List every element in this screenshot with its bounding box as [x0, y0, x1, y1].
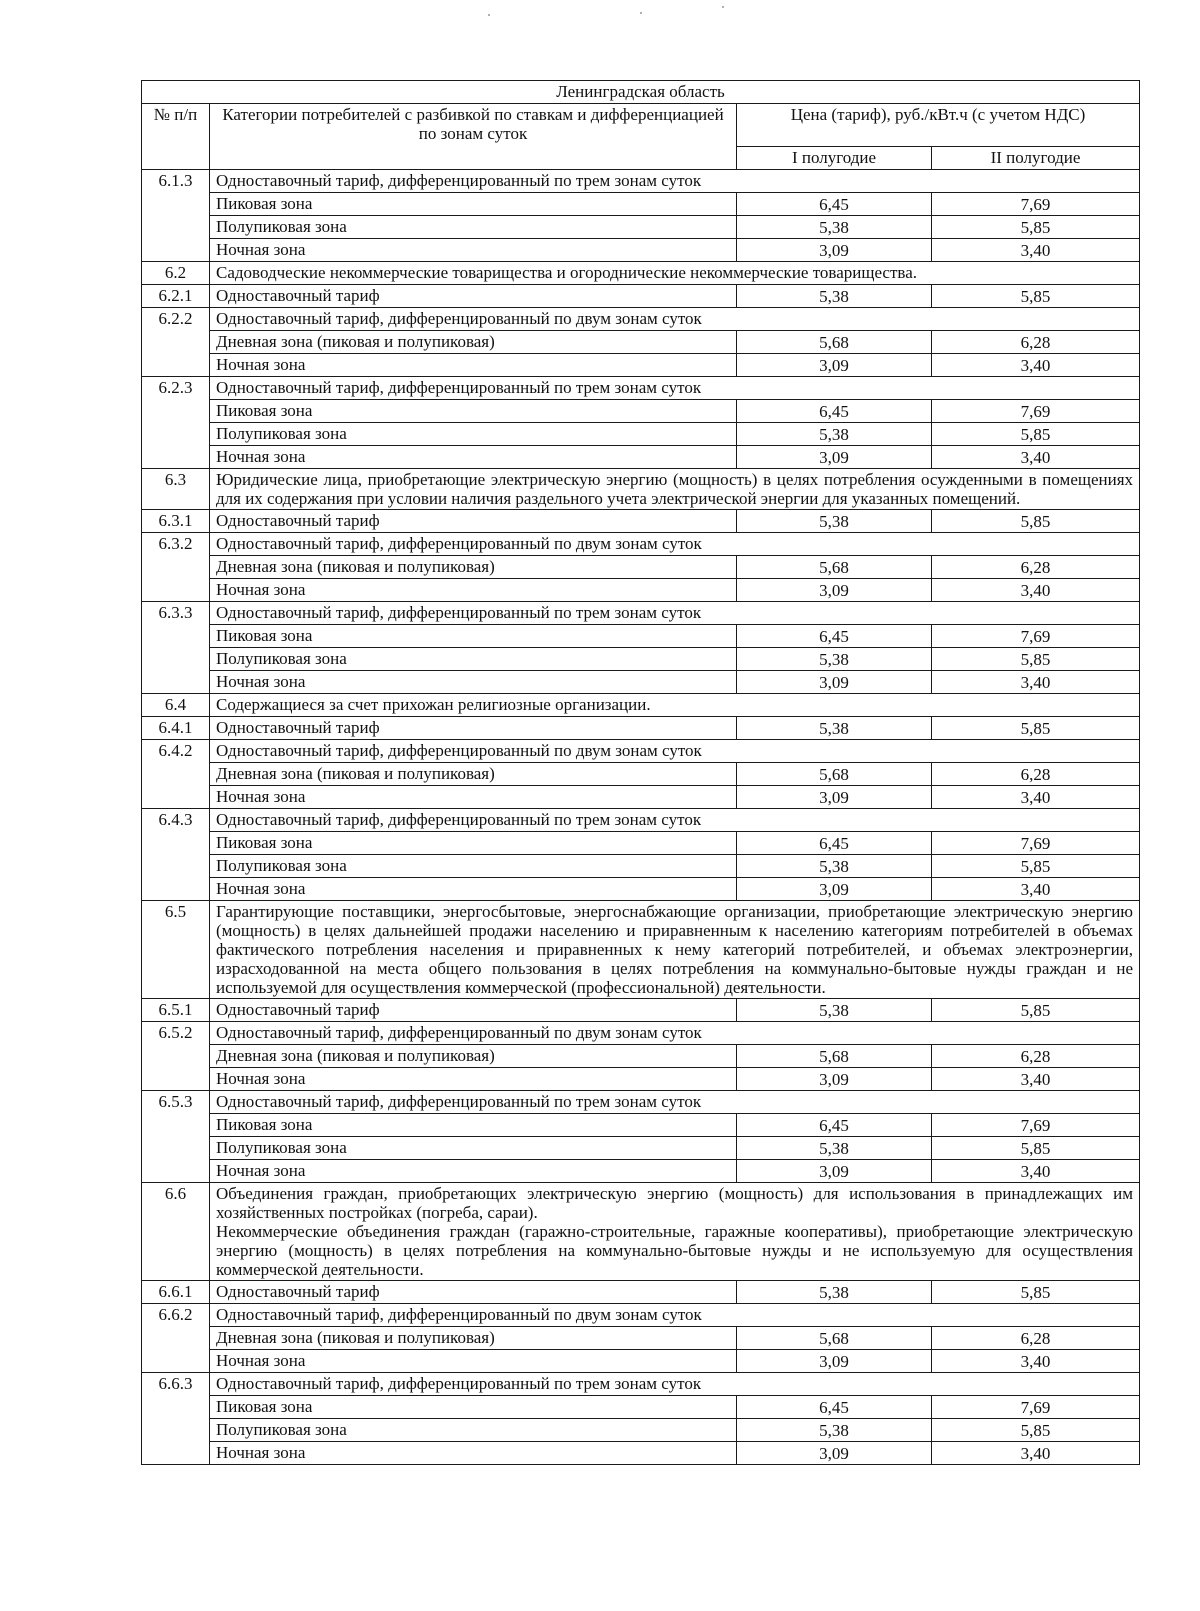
row-label: Дневная зона (пиковая и полупиковая) — [210, 331, 737, 354]
tariff-value-row — [142, 216, 1140, 239]
row-label: Ночная зона — [210, 1442, 737, 1465]
row-number — [142, 423, 210, 446]
price-half2: 7,69 — [932, 193, 1140, 216]
price-half1: 5,68 — [737, 763, 932, 786]
row-number: 6.6.1 — [142, 1281, 210, 1304]
row-label: Полупиковая зона — [210, 1419, 737, 1442]
row-number: 6.4 — [142, 694, 210, 717]
price-half1: 5,68 — [737, 1045, 932, 1068]
row-label: Пиковая зона — [210, 1114, 737, 1137]
tariff-type-label: Одноставочный тариф, дифференцированный по двум зонам суток — [210, 740, 1140, 763]
price-half2: 6,28 — [932, 331, 1140, 354]
tariff-section-row — [142, 1304, 1140, 1327]
price-half2: 7,69 — [932, 1396, 1140, 1419]
price-half1: 5,38 — [737, 216, 932, 239]
category-description — [210, 469, 1140, 510]
row-number — [142, 1160, 210, 1183]
row-number — [142, 239, 210, 262]
price-half2: 6,28 — [932, 1045, 1140, 1068]
row-number: 6.6 — [142, 1183, 210, 1281]
price-half1: 3,09 — [737, 671, 932, 694]
row-label: Пиковая зона — [210, 625, 737, 648]
price-half2: 3,40 — [932, 671, 1140, 694]
row-number: 6.3.2 — [142, 533, 210, 556]
row-number: 6.1.3 — [142, 170, 210, 193]
row-number: 6.6.3 — [142, 1373, 210, 1396]
tariff-type-label: Одноставочный тариф, дифференцированный по двум зонам суток — [210, 1304, 1140, 1327]
price-half1: 5,68 — [737, 1327, 932, 1350]
tariff-section-row — [142, 602, 1140, 625]
row-label: Ночная зона — [210, 1160, 737, 1183]
tariff-value-row — [142, 556, 1140, 579]
tariff-type-label: Одноставочный тариф, дифференцированный по трем зонам суток — [210, 170, 1140, 193]
tariff-type-label: Одноставочный тариф, дифференцированный по трем зонам суток — [210, 1373, 1140, 1396]
tariff-value-row — [142, 1396, 1140, 1419]
price-half1: 3,09 — [737, 354, 932, 377]
tariff-value-row — [142, 579, 1140, 602]
tariff-section-row — [142, 533, 1140, 556]
price-half1: 5,38 — [737, 423, 932, 446]
row-number — [142, 354, 210, 377]
price-half2: 3,40 — [932, 579, 1140, 602]
row-label: Дневная зона (пиковая и полупиковая) — [210, 556, 737, 579]
tariff-value-row — [142, 423, 1140, 446]
row-number: 6.4.1 — [142, 717, 210, 740]
price-half1: 5,68 — [737, 331, 932, 354]
row-label: Полупиковая зона — [210, 1137, 737, 1160]
row-label: Дневная зона (пиковая и полупиковая) — [210, 1045, 737, 1068]
row-number — [142, 671, 210, 694]
row-label: Ночная зона — [210, 671, 737, 694]
row-number — [142, 1327, 210, 1350]
price-half1: 5,38 — [737, 999, 932, 1022]
row-label: Пиковая зона — [210, 1396, 737, 1419]
col-header-price: Цена (тариф), руб./кВт.ч (с учетом НДС) — [737, 104, 1140, 147]
tariff-value-row — [142, 855, 1140, 878]
row-label: Ночная зона — [210, 446, 737, 469]
row-label: Ночная зона — [210, 878, 737, 901]
row-number — [142, 1068, 210, 1091]
scan-speck — [640, 12, 642, 14]
price-half1: 3,09 — [737, 1350, 932, 1373]
category-description — [210, 1183, 1140, 1281]
tariff-value-row — [142, 1068, 1140, 1091]
row-number — [142, 331, 210, 354]
tariff-value-row — [142, 763, 1140, 786]
row-number: 6.3.1 — [142, 510, 210, 533]
category-description-text: Юридические лица, приобретающие электрическую энергию (мощность) в целях потребления осужденными в помещениях для их содержания при условии наличия раздельного учета электрической энергии для указанных помещений. — [216, 470, 1134, 508]
tariff-value-row — [142, 1442, 1140, 1465]
row-number: 6.5.1 — [142, 999, 210, 1022]
price-half2: 7,69 — [932, 625, 1140, 648]
tariff-value-row — [142, 832, 1140, 855]
price-half2: 6,28 — [932, 1327, 1140, 1350]
region-header-row — [142, 81, 1140, 104]
tariff-value-row — [142, 285, 1140, 308]
price-half2: 7,69 — [932, 1114, 1140, 1137]
row-label: Пиковая зона — [210, 400, 737, 423]
tariff-section-row — [142, 1091, 1140, 1114]
price-half1: 6,45 — [737, 193, 932, 216]
price-half2: 7,69 — [932, 400, 1140, 423]
row-label: Ночная зона — [210, 1350, 737, 1373]
price-half1: 6,45 — [737, 625, 932, 648]
tariff-section-row — [142, 1183, 1140, 1281]
price-half2: 5,85 — [932, 510, 1140, 533]
row-number — [142, 556, 210, 579]
row-label: Ночная зона — [210, 239, 737, 262]
tariff-section-row — [142, 1022, 1140, 1045]
tariff-section-row — [142, 308, 1140, 331]
tariff-type-label: Одноставочный тариф, дифференцированный по трем зонам суток — [210, 809, 1140, 832]
tariff-type-label: Одноставочный тариф, дифференцированный по трем зонам суток — [210, 602, 1140, 625]
row-number — [142, 878, 210, 901]
row-label: Одноставочный тариф — [210, 1281, 737, 1304]
tariff-type-label: Содержащиеся за счет прихожан религиозные организации. — [210, 694, 1140, 717]
row-number: 6.5.3 — [142, 1091, 210, 1114]
price-half2: 5,85 — [932, 285, 1140, 308]
price-half2: 3,40 — [932, 239, 1140, 262]
price-half1: 5,38 — [737, 648, 932, 671]
price-half2: 3,40 — [932, 786, 1140, 809]
price-half1: 5,38 — [737, 285, 932, 308]
tariff-value-row — [142, 1350, 1140, 1373]
row-number: 6.2.2 — [142, 308, 210, 331]
tariff-section-row — [142, 740, 1140, 763]
price-half1: 5,38 — [737, 510, 932, 533]
tariff-section-row — [142, 262, 1140, 285]
tariff-value-row — [142, 1327, 1140, 1350]
price-half2: 5,85 — [932, 717, 1140, 740]
row-label: Дневная зона (пиковая и полупиковая) — [210, 1327, 737, 1350]
tariff-value-row — [142, 331, 1140, 354]
tariff-type-label: Одноставочный тариф, дифференцированный по трем зонам суток — [210, 377, 1140, 400]
price-half1: 5,38 — [737, 855, 932, 878]
price-half2: 5,85 — [932, 423, 1140, 446]
tariff-value-row — [142, 625, 1140, 648]
row-label: Одноставочный тариф — [210, 717, 737, 740]
price-half1: 5,68 — [737, 556, 932, 579]
tariff-section-row — [142, 901, 1140, 999]
category-description — [210, 901, 1140, 999]
row-number — [142, 1350, 210, 1373]
row-label: Полупиковая зона — [210, 423, 737, 446]
price-half1: 3,09 — [737, 579, 932, 602]
price-half2: 6,28 — [932, 556, 1140, 579]
tariff-table — [141, 80, 1140, 1465]
row-number — [142, 446, 210, 469]
tariff-value-row — [142, 446, 1140, 469]
row-number — [142, 625, 210, 648]
tariff-value-row — [142, 648, 1140, 671]
row-number — [142, 648, 210, 671]
row-number — [142, 1396, 210, 1419]
column-header-row — [142, 104, 1140, 147]
row-number — [142, 1045, 210, 1068]
tariff-section-row — [142, 809, 1140, 832]
row-number: 6.3.3 — [142, 602, 210, 625]
price-half2: 6,28 — [932, 763, 1140, 786]
price-half2: 3,40 — [932, 354, 1140, 377]
price-half1: 6,45 — [737, 1114, 932, 1137]
row-number — [142, 193, 210, 216]
row-label: Пиковая зона — [210, 832, 737, 855]
row-number — [142, 216, 210, 239]
price-half1: 3,09 — [737, 446, 932, 469]
price-half1: 6,45 — [737, 1396, 932, 1419]
row-number: 6.2.3 — [142, 377, 210, 400]
tariff-type-label: Садоводческие некоммерческие товарищества и огороднические некоммерческие товарищества. — [210, 262, 1140, 285]
price-half1: 3,09 — [737, 1068, 932, 1091]
tariff-value-row — [142, 786, 1140, 809]
col-header-half1: I полугодие — [737, 147, 932, 170]
row-number — [142, 579, 210, 602]
tariff-section-row — [142, 170, 1140, 193]
tariff-value-row — [142, 671, 1140, 694]
row-number: 6.2 — [142, 262, 210, 285]
tariff-value-row — [142, 1045, 1140, 1068]
tariff-section-row — [142, 694, 1140, 717]
price-half2: 3,40 — [932, 1068, 1140, 1091]
tariff-table-body — [142, 81, 1140, 1465]
tariff-value-row — [142, 999, 1140, 1022]
price-half1: 3,09 — [737, 878, 932, 901]
row-label: Полупиковая зона — [210, 216, 737, 239]
price-half2: 3,40 — [932, 1160, 1140, 1183]
row-number — [142, 400, 210, 423]
price-half2: 3,40 — [932, 1350, 1140, 1373]
col-header-half2: II полугодие — [932, 147, 1140, 170]
row-label: Ночная зона — [210, 786, 737, 809]
scan-speck — [488, 14, 490, 16]
tariff-value-row — [142, 354, 1140, 377]
tariff-section-row — [142, 469, 1140, 510]
row-number — [142, 1114, 210, 1137]
row-number: 6.5.2 — [142, 1022, 210, 1045]
price-half1: 6,45 — [737, 400, 932, 423]
tariff-type-label: Одноставочный тариф, дифференцированный по трем зонам суток — [210, 1091, 1140, 1114]
row-label: Ночная зона — [210, 1068, 737, 1091]
row-number: 6.5 — [142, 901, 210, 999]
price-half2: 3,40 — [932, 446, 1140, 469]
price-half2: 5,85 — [932, 216, 1140, 239]
price-half1: 3,09 — [737, 1442, 932, 1465]
price-half2: 5,85 — [932, 1281, 1140, 1304]
tariff-value-row — [142, 510, 1140, 533]
region-title: Ленинградская область — [142, 81, 1140, 104]
row-number — [142, 763, 210, 786]
col-header-category: Категории потребителей с разбивкой по ставкам и дифференциацией по зонам суток — [210, 104, 737, 170]
tariff-type-label: Одноставочный тариф, дифференцированный по двум зонам суток — [210, 308, 1140, 331]
price-half1: 5,38 — [737, 1419, 932, 1442]
price-half1: 3,09 — [737, 239, 932, 262]
row-number: 6.6.2 — [142, 1304, 210, 1327]
tariff-value-row — [142, 1160, 1140, 1183]
price-half1: 6,45 — [737, 832, 932, 855]
price-half2: 5,85 — [932, 1137, 1140, 1160]
row-label: Одноставочный тариф — [210, 510, 737, 533]
tariff-type-label: Одноставочный тариф, дифференцированный по двум зонам суток — [210, 533, 1140, 556]
tariff-value-row — [142, 1137, 1140, 1160]
price-half1: 3,09 — [737, 786, 932, 809]
tariff-value-row — [142, 878, 1140, 901]
row-number — [142, 855, 210, 878]
row-number: 6.4.3 — [142, 809, 210, 832]
price-half2: 5,85 — [932, 999, 1140, 1022]
row-label: Ночная зона — [210, 579, 737, 602]
row-number: 6.3 — [142, 469, 210, 510]
row-label: Одноставочный тариф — [210, 285, 737, 308]
tariff-type-label: Одноставочный тариф, дифференцированный по двум зонам суток — [210, 1022, 1140, 1045]
price-half2: 3,40 — [932, 878, 1140, 901]
tariff-value-row — [142, 239, 1140, 262]
row-label: Дневная зона (пиковая и полупиковая) — [210, 763, 737, 786]
scan-speck — [722, 6, 724, 8]
price-half2: 3,40 — [932, 1442, 1140, 1465]
tariff-value-row — [142, 193, 1140, 216]
row-number — [142, 1137, 210, 1160]
tariff-value-row — [142, 717, 1140, 740]
row-label: Ночная зона — [210, 354, 737, 377]
row-number — [142, 1442, 210, 1465]
price-half2: 5,85 — [932, 648, 1140, 671]
category-description-text-2: Некоммерческие объединения граждан (гаражно-строительные, гаражные кооперативы), приобретающие электрическую энергию (мощность) в целях потребления на коммунально-бытовые нужды и не используемую для осуществления коммерческой деятельности. — [216, 1222, 1134, 1279]
tariff-value-row — [142, 400, 1140, 423]
price-half1: 3,09 — [737, 1160, 932, 1183]
row-number — [142, 832, 210, 855]
row-number — [142, 786, 210, 809]
price-half2: 5,85 — [932, 855, 1140, 878]
price-half1: 5,38 — [737, 1281, 932, 1304]
tariff-value-row — [142, 1281, 1140, 1304]
price-half2: 5,85 — [932, 1419, 1140, 1442]
row-number: 6.4.2 — [142, 740, 210, 763]
row-label: Полупиковая зона — [210, 855, 737, 878]
row-label: Пиковая зона — [210, 193, 737, 216]
tariff-section-row — [142, 1373, 1140, 1396]
tariff-value-row — [142, 1114, 1140, 1137]
price-half1: 5,38 — [737, 717, 932, 740]
col-header-num: № п/п — [142, 104, 210, 170]
row-number: 6.2.1 — [142, 285, 210, 308]
category-description-text: Объединения граждан, приобретающих электрическую энергию (мощность) для использования в принадлежащих им хозяйственных постройках (погреба, сараи). — [216, 1184, 1134, 1222]
price-half2: 7,69 — [932, 832, 1140, 855]
row-label: Одноставочный тариф — [210, 999, 737, 1022]
tariff-value-row — [142, 1419, 1140, 1442]
price-half1: 5,38 — [737, 1137, 932, 1160]
row-label: Полупиковая зона — [210, 648, 737, 671]
row-number — [142, 1419, 210, 1442]
category-description-text: Гарантирующие поставщики, энергосбытовые, энергоснабжающие организации, приобретающие электрическую энергию (мощность) в целях дальнейшей продажи населению и приравненным к населению категориям потребителей в объемах фактического потребления населения и приравненных к нему категорий потребителей, и объемах электроэнергии, израсходованной на места общего пользования в целях потребления на коммунально-бытовые нужды граждан и не используемой для осуществления коммерческой (профессиональной) деятельности. — [216, 902, 1134, 997]
tariff-section-row — [142, 377, 1140, 400]
